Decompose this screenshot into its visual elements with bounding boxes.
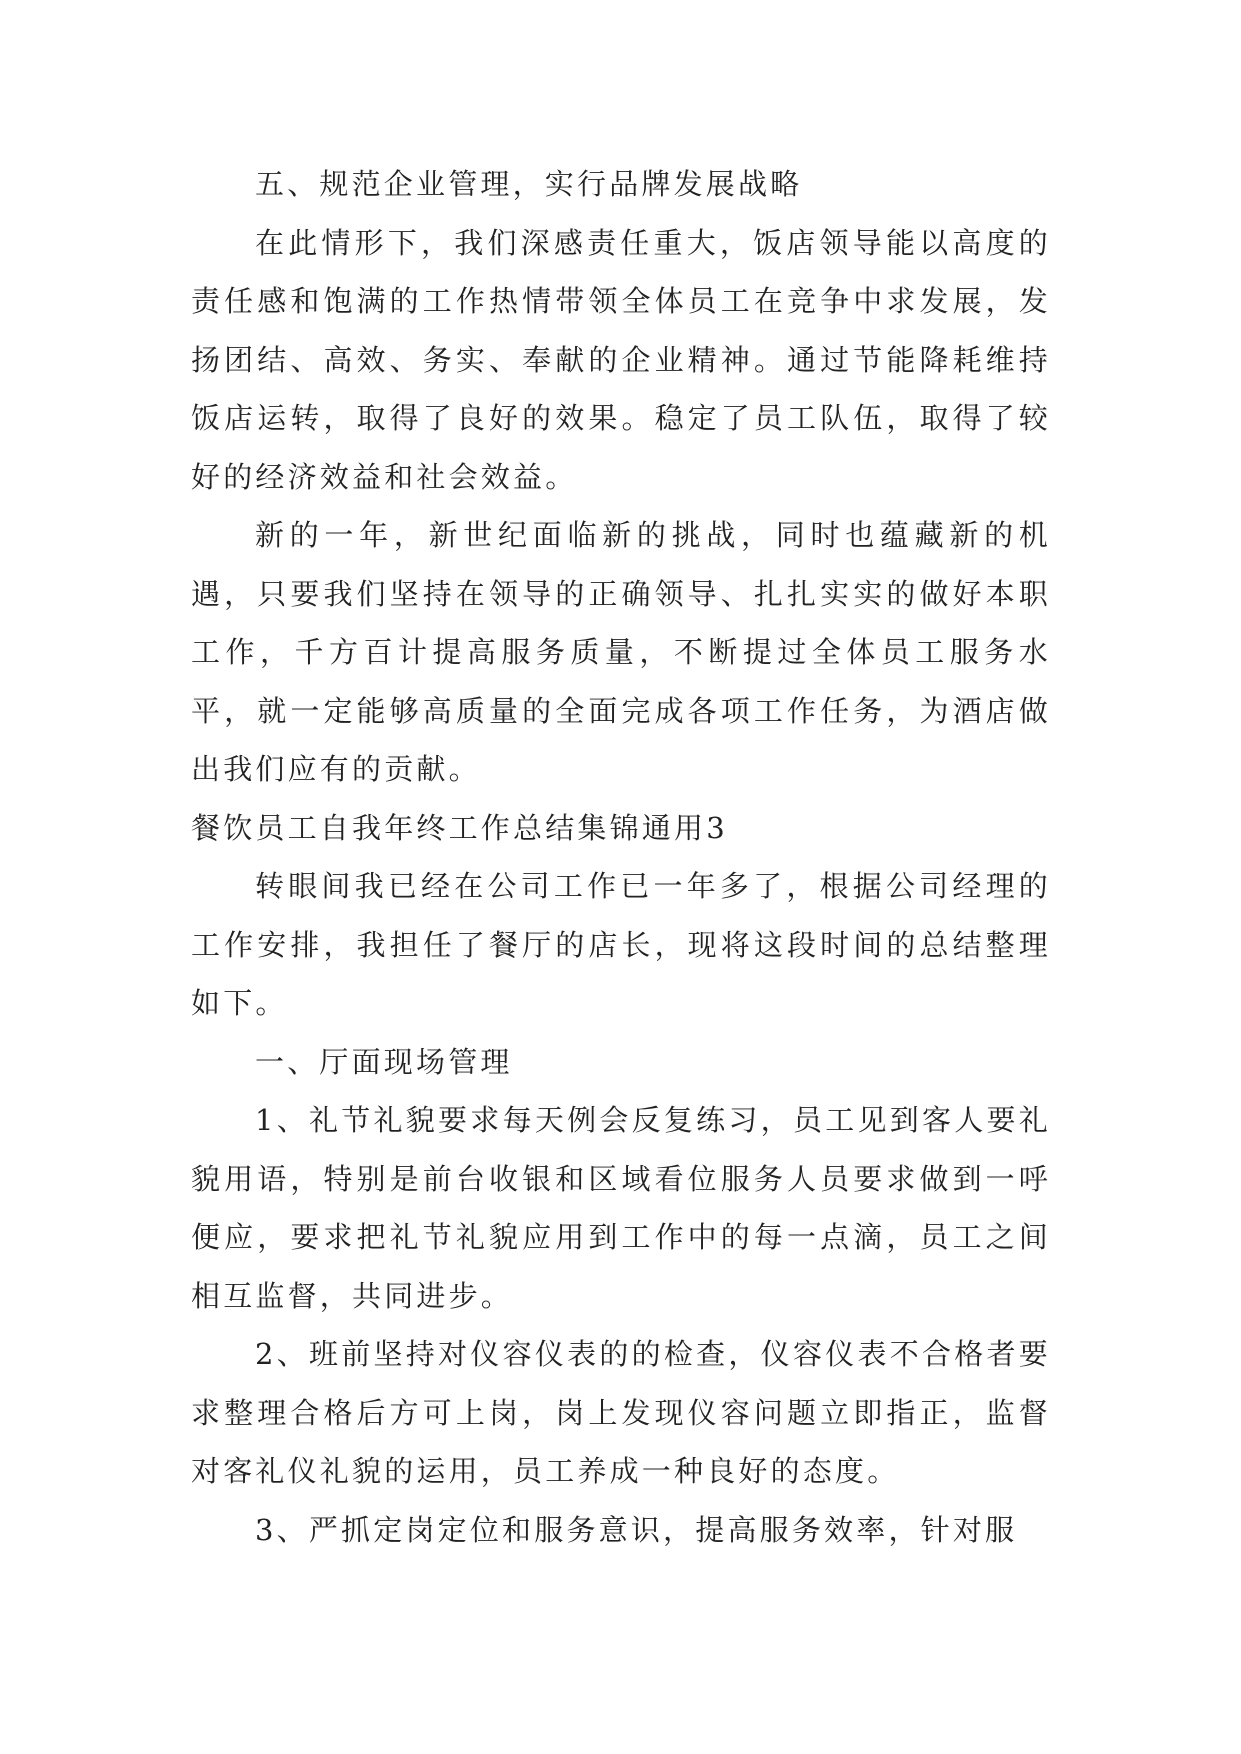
document-title: 餐饮员工自我年终工作总结集锦通用3	[191, 810, 728, 845]
body-paragraph: 3、严抓定岗定位和服务意识，提高服务效率，针对服	[255, 1512, 1018, 1547]
section-heading: 五、规范企业管理，实行品牌发展战略	[255, 167, 803, 201]
body-paragraph: 新的一年，新世纪面临新的挑战，同时也蕴藏新的机遇，只要我们坚持在领导的正确领导、扎扎实实的做好本职工作，千方百计提高服务质量，不断提过全体员工服务水平，就一定能够高质量的全面完成各项工作任务，为酒店做出我们应有的贡献。	[191, 518, 1051, 786]
body-paragraph: 转眼间我已经在公司工作已一年多了，根据公司经理的工作安排，我担任了餐厅的店长，现将这段时间的总结整理如下。	[191, 869, 1051, 1020]
body-paragraph: 在此情形下，我们深感责任重大，饭店领导能以高度的责任感和饱满的工作热情带领全体员工在竞争中求发展，发扬团结、高效、务实、奉献的企业精神。通过节能降耗维持饭店运转，取得了良好的效果。稳定了员工队伍，取得了较好的经济效益和社会效益。	[191, 225, 1051, 494]
document-body	[191, 155, 1051, 1559]
body-paragraph: 2、班前坚持对仪容仪表的的检查，仪容仪表不合格者要求整理合格后方可上岗，岗上发现仪容问题立即指正，监督对客礼仪礼貌的运用，员工养成一种良好的态度。	[191, 1337, 1051, 1488]
body-paragraph: 1、礼节礼貌要求每天例会反复练习，员工见到客人要礼貌用语，特别是前台收银和区域看位服务人员要求做到一呼便应，要求把礼节礼貌应用到工作中的每一点滴，员工之间相互监督，共同进步。	[191, 1103, 1051, 1313]
section-heading: 一、厅面现场管理	[255, 1044, 513, 1079]
